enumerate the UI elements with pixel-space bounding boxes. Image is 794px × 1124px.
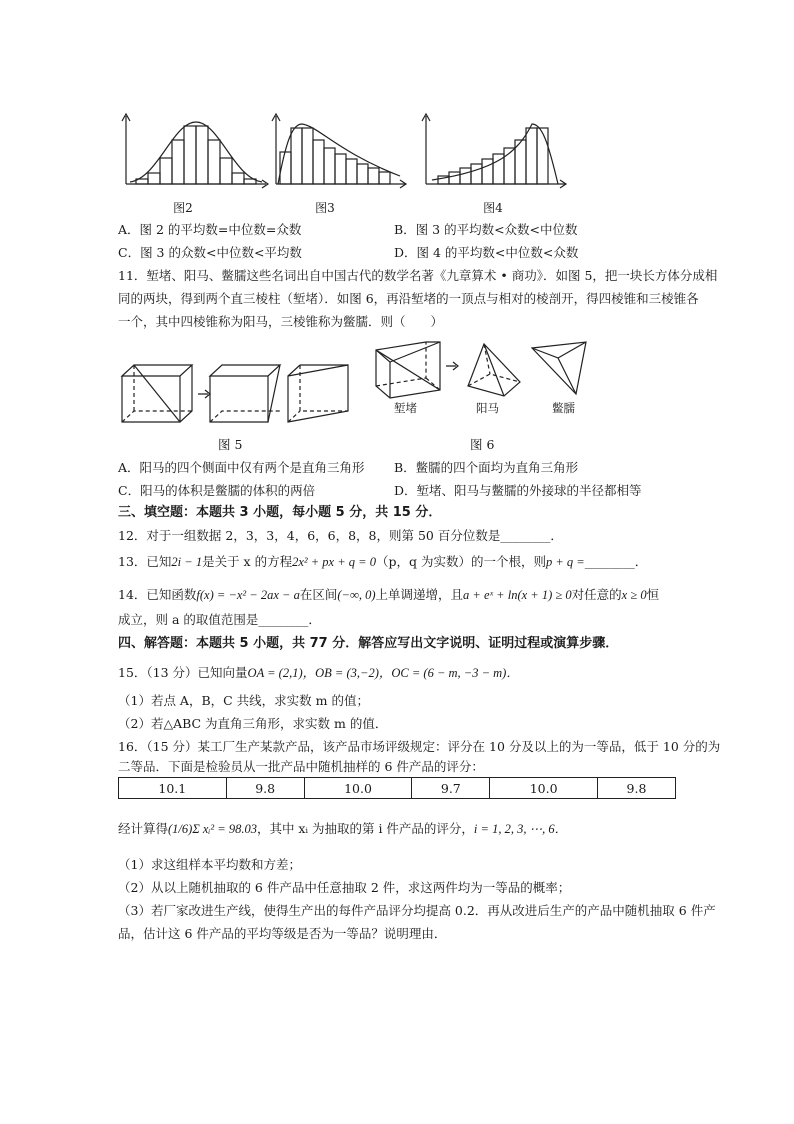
q16-calc-a: 经计算得	[118, 821, 169, 836]
q12-text: 12．对于一组数据 2，3，3，4，6，6，8，8，则第 50 百分位数是________．	[118, 528, 563, 543]
q14-expr-function: f(x) = −x² − 2ax − a	[196, 588, 300, 602]
q16-calc-c: i = 1, 2, 3, ⋯, 6．	[473, 822, 568, 836]
q14-part-e: 恒	[646, 587, 660, 602]
fig5-caption: 图 5	[218, 437, 243, 452]
q14-text-line2: 成立，则 a 的取值范围是________．	[118, 612, 321, 627]
score-cell: 9.8	[597, 778, 675, 799]
q11-stem-line1: 11．堑堵、阳马、鳖臑这些名词出自中国古代的数学名著《九章算术 • 商功》．如图 5，把一块长方体分成相	[118, 268, 718, 283]
q13-part-c: （p，q 为实数）的一个根，则	[375, 554, 546, 569]
q14-expr-inequality: a + eˣ + ln(x + 1) ≥ 0	[463, 588, 572, 602]
q15-head: 15．（13 分）已知向量	[118, 665, 248, 680]
q11-option-c: C．阳马的体积是鳖臑的体积的两倍	[118, 483, 316, 498]
section4-heading: 四、解答题：本题共 5 小题，共 77 分．解答应写出文字说明、证明过程或演算步骤．	[118, 636, 619, 651]
q11-stem-line3: 一个，其中四棱锥称为阳马，三棱锥称为鳖臑．则（ ）	[118, 314, 444, 329]
q14-part-a: 14．已知函数	[118, 587, 197, 602]
q16-calc	[118, 820, 567, 838]
q14-expr-domain: x ≥ 0	[621, 588, 647, 602]
table-row	[119, 778, 676, 799]
histogram-fig3	[268, 112, 408, 192]
q16-part-2: （2）从以上随机抽取的 6 件产品中任意抽取 2 件，求这两件均为一等品的概率；	[118, 880, 571, 895]
q16-part-1: （1）求这组样本平均数和方差；	[118, 857, 301, 872]
q11-stem-line2: 同的两块，得到两个直三棱柱（堑堵）．如图 6，再沿堑堵的一顶点与相对的棱剖开，得四棱锥和三棱锥各	[118, 291, 699, 306]
q13-expr-equation: 2x² + px + q = 0	[292, 555, 376, 569]
q16-stem-line2: 二等品．下面是检验员从一批产品中随机抽样的 6 件产品的评分：	[118, 759, 484, 774]
fig4-caption: 图4	[483, 201, 503, 215]
q15-part-2: （2）若△ABC 为直角三角形，求实数 m 的值．	[118, 716, 388, 731]
q14-part-d: 对任意的	[571, 587, 622, 602]
q13-expr-root: 2i − 1	[171, 555, 203, 569]
q16-score-table	[118, 777, 676, 799]
score-cell: 9.7	[412, 778, 490, 799]
q14-text-line1	[118, 586, 659, 604]
q15-vectors: OA = (2,1)，OB = (3,−2)，OC = (6 − m, −3 − m)．	[247, 666, 519, 680]
fig2-caption: 图2	[173, 201, 193, 215]
q10-option-b: B．图 3 的平均数<众数<中位数	[394, 222, 578, 237]
q13-text	[118, 553, 647, 571]
q15-part-1: （1）若点 A，B，C 共线，求实数 m 的值；	[118, 693, 369, 708]
q13-part-b: 是关于 x 的方程	[202, 554, 293, 569]
fig6-label-qiandu: 堑堵	[394, 401, 417, 415]
score-cell: 10.1	[119, 778, 227, 799]
q16-stem-line1: 16．（15 分）某工厂生产某款产品，该产品市场评级规定：评分在 10 分及以上的为一等品，低于 10 分的为	[118, 739, 721, 754]
fig6-caption: 图 6	[470, 437, 495, 452]
q15-stem	[118, 664, 519, 682]
section3-heading: 三、填空题：本题共 3 小题，每小题 5 分，共 15 分．	[118, 505, 442, 520]
fig3-caption: 图3	[315, 201, 335, 215]
q14-expr-interval: (−∞, 0)	[337, 588, 376, 602]
q16-part-3-line2: 品，估计这 6 件产品的平均等级是否为一等品？说明理由．	[118, 926, 447, 941]
q16-calc-expr: (1/6)Σ xᵢ² = 98.03	[168, 822, 257, 836]
q16-part-3-line1: （3）若厂家改进生产线，使得生产出的每件产品评分均提高 0.2．再从改进后生产的产品中随机抽取 6 件产	[118, 903, 716, 918]
figure-5-cuboid	[118, 362, 358, 427]
q11-option-d: D．堑堵、阳马与鳖臑的外接球的半径都相等	[394, 483, 642, 498]
q14-part-c: 上单调递增，且	[375, 587, 464, 602]
q11-option-a: A．阳马的四个侧面中仅有两个是直角三角形	[118, 460, 365, 475]
q11-option-b: B．鳖臑的四个面均为直角三角形	[394, 460, 579, 475]
q10-option-a: A．图 2 的平均数=中位数=众数	[118, 222, 302, 237]
q10-option-c: C．图 3 的众数<中位数<平均数	[118, 245, 302, 260]
score-cell: 9.8	[226, 778, 304, 799]
q10-option-d: D．图 4 的平均数<中位数<众数	[394, 245, 579, 260]
score-cell: 10.0	[304, 778, 412, 799]
q13-blank: ________．	[584, 554, 648, 569]
fig6-label-yangma: 阳马	[476, 401, 499, 415]
q13-expr-sum: p + q =	[545, 555, 585, 569]
histogram-fig2	[118, 112, 268, 192]
histogram-fig4	[418, 112, 568, 192]
fig6-label-bienao: 鳖臑	[552, 401, 575, 415]
q14-part-b: 在区间	[299, 587, 338, 602]
score-cell: 10.0	[490, 778, 598, 799]
q16-calc-b: ，其中 xᵢ 为抽取的第 i 件产品的评分，	[256, 821, 474, 836]
q13-part-a: 13．已知	[118, 554, 172, 569]
